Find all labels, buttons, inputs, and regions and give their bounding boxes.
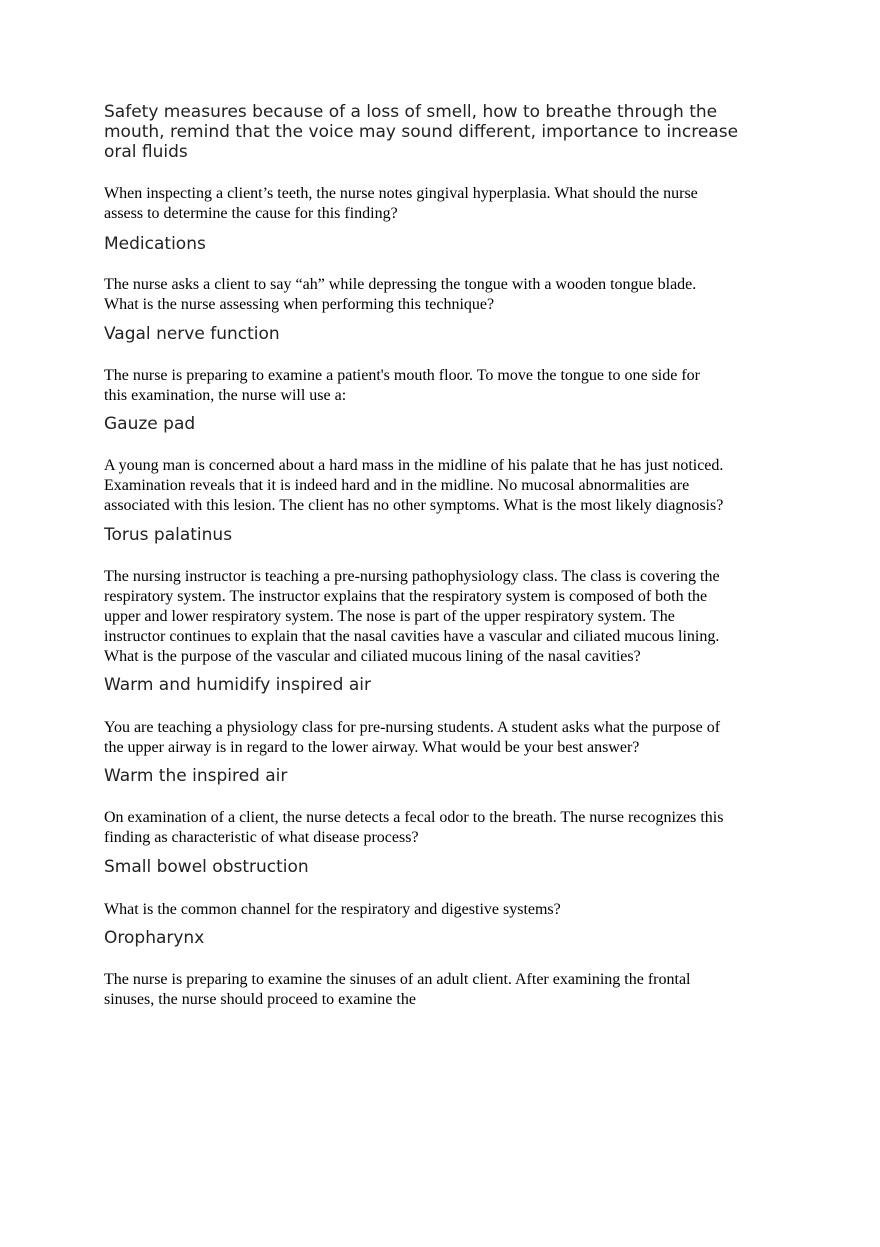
question-text [104, 970, 691, 1010]
text-line: You are teaching a physiology class for pre-nursing students. A student asks what the purpose of [104, 719, 721, 736]
text-line: sinuses, the nurse should proceed to examine the [104, 991, 416, 1008]
question-text [104, 456, 723, 516]
text-line: assess to determine the cause for this finding? [104, 205, 398, 222]
question-text [104, 567, 720, 667]
question-text [104, 808, 723, 848]
text-line: What is the purpose of the vascular and ciliated mucous lining of the nasal cavities? [104, 648, 641, 665]
text-line: The nursing instructor is teaching a pre-nursing pathophysiology class. The class is covering the [104, 568, 720, 585]
text-line: The nurse is preparing to examine the sinuses of an adult client. After examining the frontal [104, 971, 691, 988]
text-line: finding as characteristic of what disease process? [104, 829, 419, 846]
text-line: When inspecting a client’s teeth, the nurse notes gingival hyperplasia. What should the nurse [104, 185, 698, 202]
text-line: upper and lower respiratory system. The nose is part of the upper respiratory system. The [104, 608, 675, 625]
answer-text [104, 857, 309, 877]
answer-text [104, 766, 287, 786]
text-line: Warm and humidify inspired air [104, 675, 371, 695]
text-line: Medications [104, 234, 206, 254]
text-line: Oropharynx [104, 928, 205, 948]
text-line: The nurse asks a client to say “ah” while depressing the tongue with a wooden tongue blade. [104, 276, 697, 293]
text-line: oral fluids [104, 142, 188, 162]
answer-text [104, 102, 738, 162]
question-text [104, 718, 720, 758]
text-line: Torus palatinus [104, 525, 233, 545]
text-line: The nurse is preparing to examine a patient's mouth floor. To move the tongue to one side for [104, 367, 700, 384]
text-line: instructor continues to explain that the nasal cavities have a vascular and ciliated mucous lining. [104, 628, 720, 645]
question-text [104, 184, 698, 224]
answer-text [104, 414, 195, 434]
text-line: What is the nurse assessing when performing this technique? [104, 296, 495, 313]
text-line: Examination reveals that it is indeed hard and in the midline. No mucosal abnormalities are [104, 477, 690, 494]
text-line: this examination, the nurse will use a: [104, 387, 347, 404]
text-line: What is the common channel for the respiratory and digestive systems? [104, 901, 561, 918]
text-line: Gauze pad [104, 414, 196, 434]
text-line: associated with this lesion. The client has no other symptoms. What is the most likely diagnosis? [104, 497, 724, 514]
question-text [104, 366, 700, 406]
answer-text [104, 324, 280, 344]
text-line: On examination of a client, the nurse detects a fecal odor to the breath. The nurse recognizes this [104, 809, 724, 826]
text-line: the upper airway is in regard to the lower airway. What would be your best answer? [104, 739, 640, 756]
question-text [104, 275, 696, 315]
text-line: Safety measures because of a loss of smell, how to breathe through the [104, 102, 718, 122]
text-line: Vagal nerve function [104, 324, 280, 344]
answer-text [104, 234, 206, 254]
answer-text [104, 525, 232, 545]
text-line: Warm the inspired air [104, 766, 288, 786]
answer-text [104, 928, 204, 948]
question-text [104, 900, 561, 920]
text-line: mouth, remind that the voice may sound different, importance to increase [104, 122, 739, 142]
text-line: A young man is concerned about a hard mass in the midline of his palate that he has just noticed. [104, 457, 724, 474]
text-line: respiratory system. The instructor explains that the respiratory system is composed of both the [104, 588, 708, 605]
text-line: Small bowel obstruction [104, 857, 309, 877]
answer-text [104, 675, 371, 695]
